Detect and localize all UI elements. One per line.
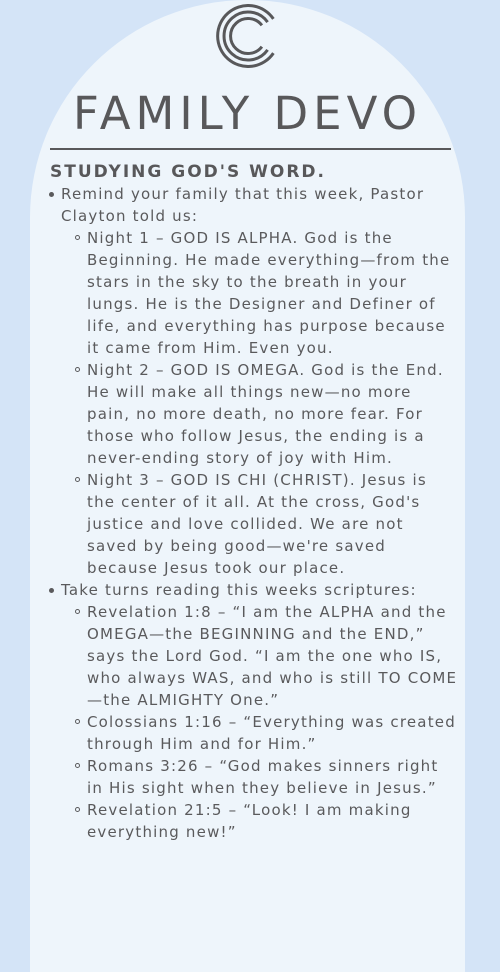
sub-item-text: Night 3 – GOD IS CHI (CHRIST). Jesus is the center of it all. At the cross, God's justice and love collided. We are not saved by being good—we're saved because Jesus took our place. <box>87 471 427 577</box>
section-subtitle: STUDYING GOD'S WORD. <box>50 162 326 182</box>
instruction-text: Take turns reading this weeks scriptures: <box>61 581 417 599</box>
instruction-item <box>48 579 458 843</box>
hollow-bullet-icon <box>75 235 80 240</box>
sub-list <box>74 601 458 843</box>
sub-item <box>74 469 458 579</box>
page-title: FAMILY DEVO <box>72 87 423 140</box>
hollow-bullet-icon <box>75 763 80 768</box>
title-divider <box>50 148 451 150</box>
sub-item <box>74 799 458 843</box>
sub-item <box>74 711 458 755</box>
devo-content <box>48 183 458 843</box>
sub-list <box>74 227 458 579</box>
sub-item <box>74 601 458 711</box>
sub-item <box>74 359 458 469</box>
bullet-icon <box>49 588 54 593</box>
sub-item-text: Revelation 21:5 – “Look! I am making everything new!” <box>87 801 412 841</box>
instruction-text: Remind your family that this week, Pastor Clayton told us: <box>61 185 425 225</box>
sub-item-text: Night 2 – GOD IS OMEGA. God is the End. He will make all things new—no more pain, no more death, no more fear. For those who follow Jesus, the ending is a never-ending story of joy with Him. <box>87 361 444 467</box>
hollow-bullet-icon <box>75 477 80 482</box>
sub-item-text: Revelation 1:8 – “I am the ALPHA and the OMEGA—the BEGINNING and the END,” says the Lord God. “I am the one who IS, who always WAS, and who is still TO COME—the ALMIGHTY One.” <box>87 603 458 709</box>
sub-item <box>74 227 458 359</box>
sub-item-text: Colossians 1:16 – “Everything was created through Him and for Him.” <box>87 713 456 753</box>
hollow-bullet-icon <box>75 609 80 614</box>
sub-item <box>74 755 458 799</box>
hollow-bullet-icon <box>75 807 80 812</box>
hollow-bullet-icon <box>75 367 80 372</box>
instruction-list <box>48 183 458 843</box>
bullet-icon <box>49 192 54 197</box>
sub-item-text: Night 1 – GOD IS ALPHA. God is the Beginning. He made everything—from the stars in the sky to the breath in your lungs. He is the Designer and Definer of life, and everything has purpose because it came from Him. Even you. <box>87 229 451 357</box>
hollow-bullet-icon <box>75 719 80 724</box>
sub-item-text: Romans 3:26 – “God makes sinners right in His sight when they believe in Jesus.” <box>87 757 439 797</box>
instruction-item <box>48 183 458 579</box>
circular-c-logo-icon <box>216 4 282 68</box>
